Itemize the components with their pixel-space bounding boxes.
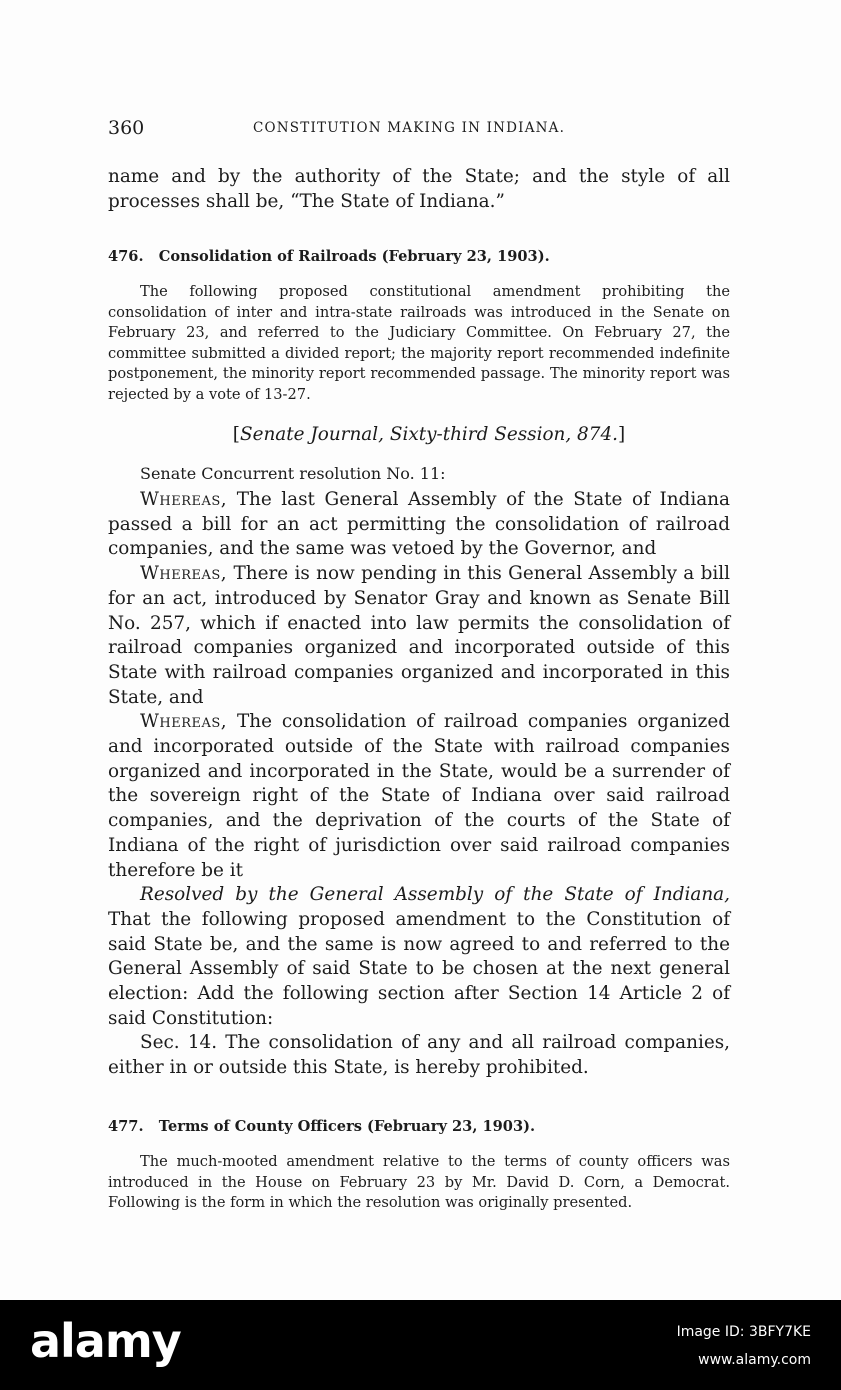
whereas-3: Whereas, The consolidation of railroad companies organized and incorporated outside of the State with railroad companies organized and incorporated in the State, would be a surrender of the sovereign right of the State of Indiana over said railroad companies, and the deprivation of the courts of the State of Indiana of the right of jurisdiction over said railroad companies therefore be it	[108, 711, 730, 881]
continuation-text: name and by the authority of the State; and the style of all processes shall be, “The State of Indiana.”	[108, 166, 730, 212]
section-476-intro-block	[108, 282, 730, 406]
continuation-paragraph	[108, 165, 730, 214]
section-476-title: Consolidation of Railroads (February 23, 1903).	[158, 248, 550, 265]
whereas-word: Whereas,	[140, 563, 228, 585]
running-title: CONSTITUTION MAKING IN INDIANA.	[253, 120, 566, 136]
image-id: Image ID: 3BFY7KE	[676, 1324, 811, 1340]
section-477-title: Terms of County Officers (February 23, 1903).	[158, 1118, 536, 1135]
resolution-label: Senate Concurrent resolution No. 11:	[140, 464, 446, 483]
section-476-intro: The following proposed constitutional amendment prohibiting the consolidation of inter and intra-state railroads was introduced in the Senate on February 23, and referred to the Judiciary Committee. On February 27, the committee submitted a divided report; the majority report recommended indefinite postponement, the minority report recommended passage. The minority report was rejected by a vote of 13-27.	[108, 283, 730, 403]
resolved-italic: Resolved by the General Assembly of the State of Indiana,	[140, 884, 730, 906]
resolution-block	[108, 464, 730, 1081]
watermark-bar	[0, 1300, 841, 1390]
section-477-intro-block	[108, 1152, 730, 1214]
alamy-logo: alamy	[30, 1314, 181, 1368]
page-header	[108, 117, 728, 141]
section-14-text: Sec. 14. The consolidation of any and all railroad companies, either in or outside this State, is hereby prohibited.	[108, 1032, 730, 1079]
section-476-number: 476.	[108, 248, 144, 265]
whereas-word: Whereas,	[140, 489, 228, 510]
whereas-1: Whereas, The last General Assembly of the State of Indiana passed a bill for an act permitting the consolidation of railroad companies, and the same was vetoed by the Governor, and	[108, 489, 730, 560]
page-number: 360	[108, 117, 145, 139]
whereas-word: Whereas,	[140, 711, 228, 733]
section-476-heading	[108, 248, 730, 265]
whereas-2: Whereas, There is now pending in this General Assembly a bill for an act, introduced by Senator Gray and known as Senate Bill No. 257, which if enacted into law permits the consolidation of railroad companies organized and incorporated outside of this State with railroad companies organized and incorporated in this State, and	[108, 563, 731, 708]
resolved-clause: Resolved by the General Assembly of the State of Indiana, That the following proposed amendment to the Constitution of said State be, and the same is now agreed to and referred to the General Assembly of said State to be chosen at the next general election: Add the following section after Section 14 Article 2 of said Constitution:	[108, 884, 730, 1029]
site-url: www.alamy.com	[698, 1352, 811, 1368]
citation: [Senate Journal, Sixty-third Session, 874.]	[232, 424, 626, 445]
section-477-intro: The much-mooted amendment relative to the terms of county officers was introduced in the House on February 23 by Mr. David D. Corn, a Democrat. Following is the form in which the resolution was originally presented.	[108, 1153, 730, 1212]
citation-text: Senate Journal, Sixty-third Session, 874.	[239, 424, 619, 445]
section-477-number: 477.	[108, 1118, 144, 1135]
section-477-heading	[108, 1118, 730, 1135]
